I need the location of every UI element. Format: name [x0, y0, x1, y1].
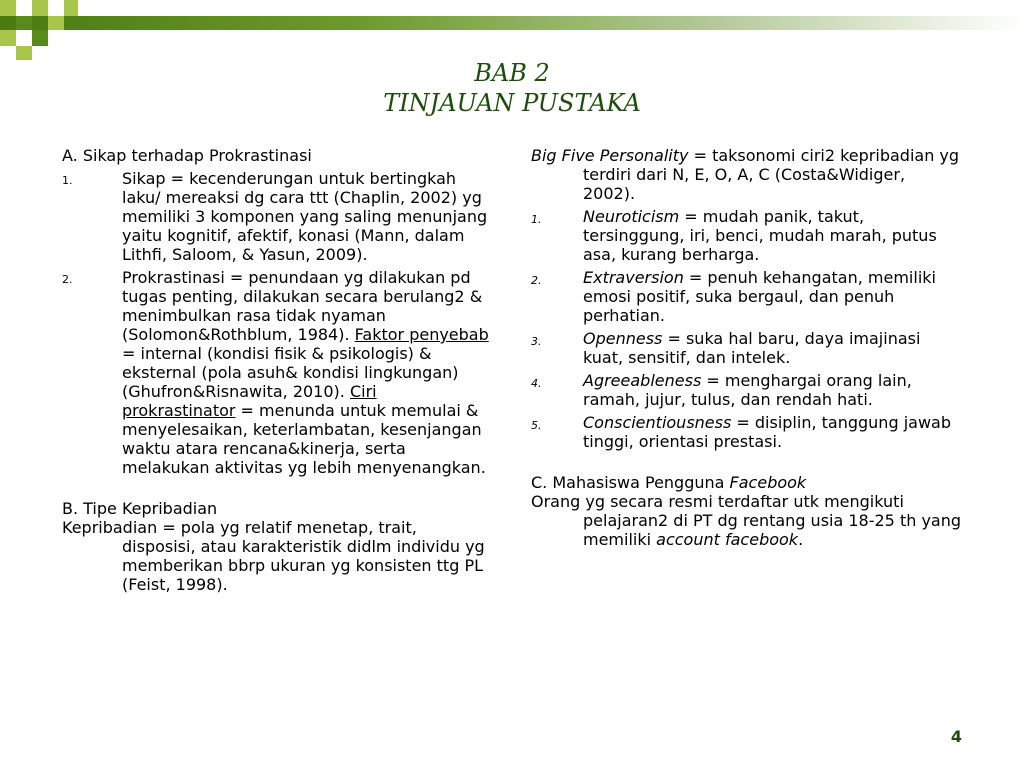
list-item-number: 2. [531, 274, 542, 287]
term-faktor-penyebab: Faktor penyebab [354, 325, 489, 344]
section-b-text: Kepribadian = pola yg relatif menetap, trait, disposisi, atau karakteristik didlm individu yg memberikan bbrp ukuran yg konsisten ttg PL (Feist, 1998). [62, 518, 485, 594]
slide-title [0, 58, 1024, 118]
trait-term: Conscientiousness [583, 413, 732, 432]
right-column [531, 146, 961, 549]
section-a-list [62, 169, 492, 477]
list-item-number: 1. [531, 213, 542, 226]
list-item [531, 268, 961, 325]
traits-list [531, 207, 961, 451]
section-a-heading: A. Sikap terhadap Prokrastinasi [62, 146, 312, 165]
section-b-heading: B. Tipe Kepribadian [62, 499, 218, 518]
trait-text: = mudah panik, takut, tersinggung, iri, benci, mudah marah, putus asa, kurang berharga. [583, 207, 937, 264]
big-five-intro: Big Five Personality = taksonomi ciri2 kepribadian yg terdiri dari N, E, O, A, C (Costa&Widiger, 2002). [531, 146, 960, 203]
list-item-number: 2. [62, 273, 73, 286]
list-item-text: Sikap = kecenderungan untuk bertingkah laku/ mereaksi dg cara ttt (Chaplin, 2002) yg memiliki 3 komponen yang saling menunjang yaitu kognitif, afektif, konasi (Mann, dalam Lithfi, Saloom, & Yasun, 2009). [122, 169, 488, 264]
trait-text: = menghargai orang lain, ramah, jujur, tulus, dan rendah hati. [583, 371, 912, 409]
list-item-text: = menunda untuk memulai & menyelesaikan, keterlambatan, kesenjangan waktu atara rencana&kinerja, serta melakukan aktivitas yg lebih menyenangkan. [122, 401, 486, 477]
trait-term: Extraversion [583, 268, 684, 287]
section-c-text: Orang yg secara resmi terdaftar utk mengikuti pelajaran2 di PT dg rentang usia 18-25 th yang memiliki account facebook. [531, 492, 962, 549]
trait-text: = disiplin, tanggung jawab tinggi, orientasi prestasi. [583, 413, 951, 451]
term-big-five: Big Five Personality [531, 146, 689, 165]
list-item-number: 1. [62, 174, 73, 187]
list-item [531, 371, 961, 409]
list-item [62, 268, 492, 477]
page-number: 4 [950, 727, 962, 746]
trait-term: Neuroticism [583, 207, 680, 226]
list-item-text: = internal (kondisi fisik & psikologis) & eksternal (pola asuh& kondisi lingkungan)(Ghufron&Risnawita, 2010). [122, 344, 459, 401]
list-item-text: Prokrastinasi = penundaan yg dilakukan pd tugas penting, dilakukan secara berulang2 & menimbulkan rasa tidak nyaman (Solomon&Rothblum, 1984). [122, 268, 483, 344]
title-line-1: BAB 2 [474, 59, 550, 87]
list-item [531, 413, 961, 451]
term-ciri-prokrastinator: Ciri prokrastinator [122, 382, 377, 420]
term-facebook: Facebook [729, 473, 807, 492]
list-item-number: 3. [531, 335, 542, 348]
list-item-number: 4. [531, 377, 542, 390]
header-gradient-bar [0, 16, 1024, 30]
left-column [62, 146, 492, 594]
list-item [531, 329, 961, 367]
term-account-facebook: account facebook [656, 530, 799, 549]
section-c-heading: C. Mahasiswa Pengguna Facebook [531, 473, 807, 492]
list-item [62, 169, 492, 264]
trait-term: Agreeableness [583, 371, 702, 390]
trait-term: Openness [583, 329, 663, 348]
list-item [531, 207, 961, 264]
list-item-number: 5. [531, 419, 542, 432]
trait-text: = penuh kehangatan, memiliki emosi positif, suka bergaul, dan penuh perhatian. [583, 268, 936, 325]
trait-text: = suka hal baru, daya imajinasi kuat, sensitif, dan intelek. [583, 329, 921, 367]
title-line-2: TINJAUAN PUSTAKA [383, 89, 641, 117]
